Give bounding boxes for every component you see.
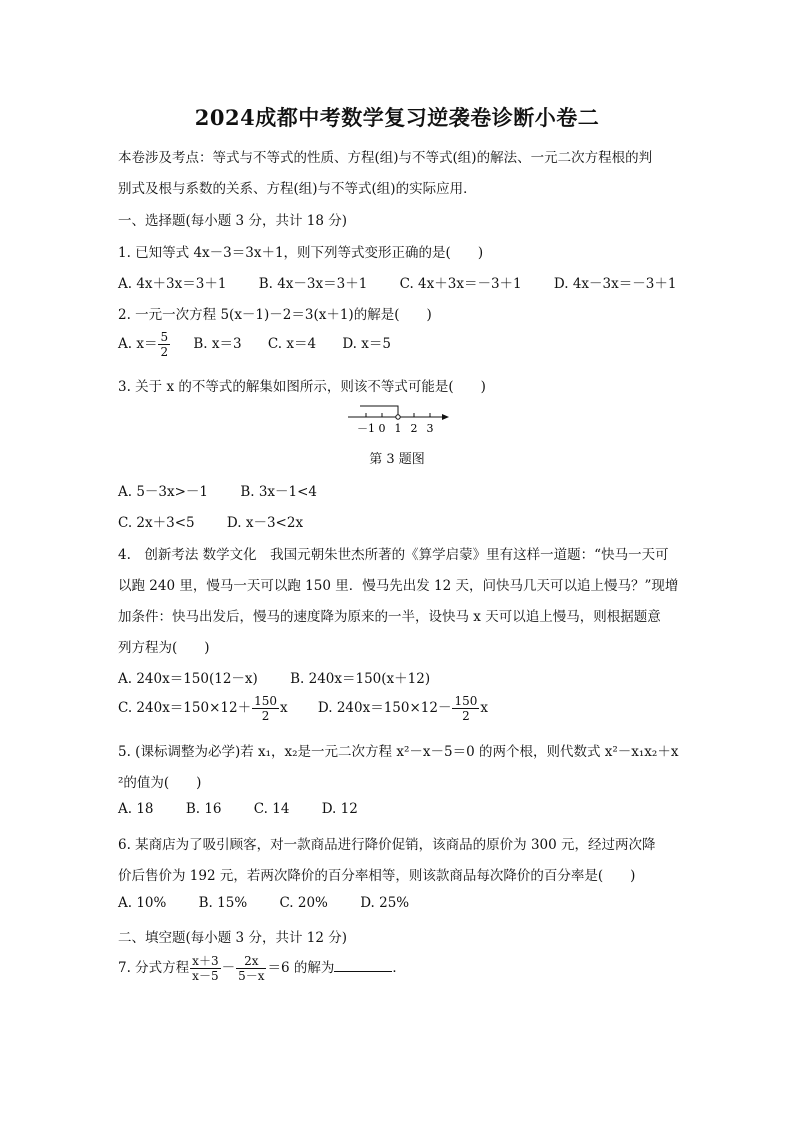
fraction: [190, 954, 220, 983]
option-b: B. 15%: [198, 895, 248, 911]
fraction-suffix: x: [279, 700, 288, 716]
option-a: [118, 330, 171, 359]
fraction-numerator: 150: [454, 694, 478, 708]
option-d: D. 4x－3x＝－3＋1: [553, 276, 677, 292]
question-7-prefix: 7. 分式方程: [118, 960, 190, 976]
question-6-line-1: 6. 某商店为了吸引顾客，对一款商品进行降价促销，该商品的原价为 300 元，经过两次降: [118, 837, 656, 853]
fraction-numerator: x＋3: [192, 954, 219, 968]
option-a: A. 240x＝150(12－x): [118, 671, 258, 687]
question-3-options-row-2: [118, 511, 331, 531]
fraction-denominator: 2: [261, 709, 270, 723]
question-3-stem: 3. 关于 x 的不等式的解集如图所示，则该不等式可能是( ): [118, 379, 486, 395]
question-2-options: [118, 330, 419, 359]
answer-blank[interactable]: [334, 959, 392, 972]
option-b: B. 4x－3x＝3＋1: [258, 276, 368, 292]
option-c: C. 20%: [279, 895, 328, 911]
option-b: B. x＝3: [193, 336, 242, 352]
fraction: [252, 694, 279, 723]
question-6-line-2: 价后售价为 192 元，若两次降价的百分率相等，则该款商品每次降价的百分率是( ): [118, 868, 636, 884]
minus-sign: －: [221, 960, 236, 976]
question-4-line-4: 列方程为( ): [118, 640, 210, 656]
question-4-options-row-2: [118, 694, 516, 723]
question-3-options-row-1: [118, 480, 345, 500]
question-7-end: ．: [392, 960, 406, 976]
fraction-denominator: 2: [160, 345, 169, 359]
question-4-line-3: 加条件：快马出发后，慢马的速度降为原来的一半，设快马 x 天可以追上慢马，则根据题意: [118, 609, 661, 625]
question-7-suffix: ＝6 的解为: [267, 960, 335, 976]
option-a: A. 5－3x>－1: [118, 484, 209, 500]
fraction: [452, 694, 479, 723]
question-6-options: [118, 895, 437, 911]
option-c-prefix: C. 240x＝150×12＋: [118, 700, 252, 716]
section-heading-choice: 一、选择题(每小题 3 分，共计 18 分): [118, 213, 347, 229]
option-b: B. 16: [185, 801, 222, 817]
question-4-line-2: 以跑 240 里，慢马一天可以跑 150 里．慢马先出发 12 天，问快马几天可以追上慢马？”现增: [118, 578, 679, 594]
number-line-figure: [346, 402, 450, 436]
fraction-denominator: 2: [462, 709, 470, 723]
option-c: [118, 694, 288, 723]
option-a: A. 10%: [118, 895, 167, 911]
option-d: D. 25%: [360, 895, 410, 911]
open-circle: [396, 415, 400, 419]
option-a: A. 18: [118, 801, 154, 817]
option-b: B. 3x－1<4: [240, 484, 318, 500]
option-d: D. x＝5: [342, 336, 391, 352]
axis-arrow: [442, 414, 449, 420]
section-heading-fill-in: 二、填空题(每小题 3 分，共计 12 分): [118, 930, 347, 946]
question-1-options: [118, 272, 704, 292]
fraction-numerator: 5: [160, 330, 169, 344]
question-2-stem: 2. 一元一次方程 5(x－1)－2＝3(x＋1)的解是( ): [118, 307, 432, 323]
axis-label: 0: [378, 422, 386, 435]
question-4-options-row-1: [118, 667, 458, 687]
fraction: [158, 330, 170, 359]
axis-label: 3: [426, 422, 434, 435]
fraction-numerator: 2x: [236, 954, 266, 969]
option-c: C. 2x＋3<5: [118, 515, 195, 531]
option-d: D. 12: [321, 801, 358, 817]
axis-label: 2: [410, 422, 418, 435]
intro-line-2: 别式及根与系数的关系、方程(组)与不等式(组)的实际应用．: [118, 181, 477, 197]
figure-caption: 第 3 题图: [369, 452, 425, 467]
axis-label: －1: [357, 422, 375, 435]
option-d-prefix: D. 240x＝150×12－: [317, 700, 452, 716]
intro-line-1: 本卷涉及考点：等式与不等式的性质、方程(组)与不等式(组)的解法、一元二次方程根的判: [118, 150, 653, 166]
axis-label: 1: [394, 422, 402, 435]
page-title: 2024成都中考数学复习逆袭卷诊断小卷二: [194, 105, 600, 130]
fraction-numerator: 150: [254, 694, 277, 708]
option-d: [318, 694, 488, 723]
fraction: [236, 954, 266, 983]
question-5-line-2: ²的值为( ): [118, 775, 202, 791]
option-a-prefix: A. x＝: [118, 336, 158, 352]
option-a: A. 4x＋3x＝3＋1: [118, 276, 227, 292]
question-5-line-1: 5. (课标调整为必学)若 x₁，x₂是一元二次方程 x²－x－5＝0 的两个根，则代数式 x²－x₁x₂＋x: [118, 744, 679, 760]
option-c: C. 4x＋3x＝－3＋1: [399, 276, 522, 292]
option-c: C. 14: [253, 801, 290, 817]
question-7: [118, 954, 406, 983]
fraction-denominator: x－5: [192, 969, 219, 983]
option-b: B. 240x＝150(x＋12): [290, 671, 431, 687]
option-d: D. x－3<2x: [226, 515, 304, 531]
option-c: C. x＝4: [267, 336, 317, 352]
fraction-denominator: 5－x: [238, 969, 265, 983]
fraction-suffix: x: [480, 700, 489, 716]
question-5-options: [118, 801, 386, 817]
question-4-line-1: 4. 创新考法 数学文化 我国元朝朱世杰所著的《算学启蒙》里有这样一道题：“快马一天可: [118, 547, 669, 563]
question-1-stem: 1. 已知等式 4x－3＝3x＋1，则下列等式变形正确的是( ): [118, 245, 484, 261]
